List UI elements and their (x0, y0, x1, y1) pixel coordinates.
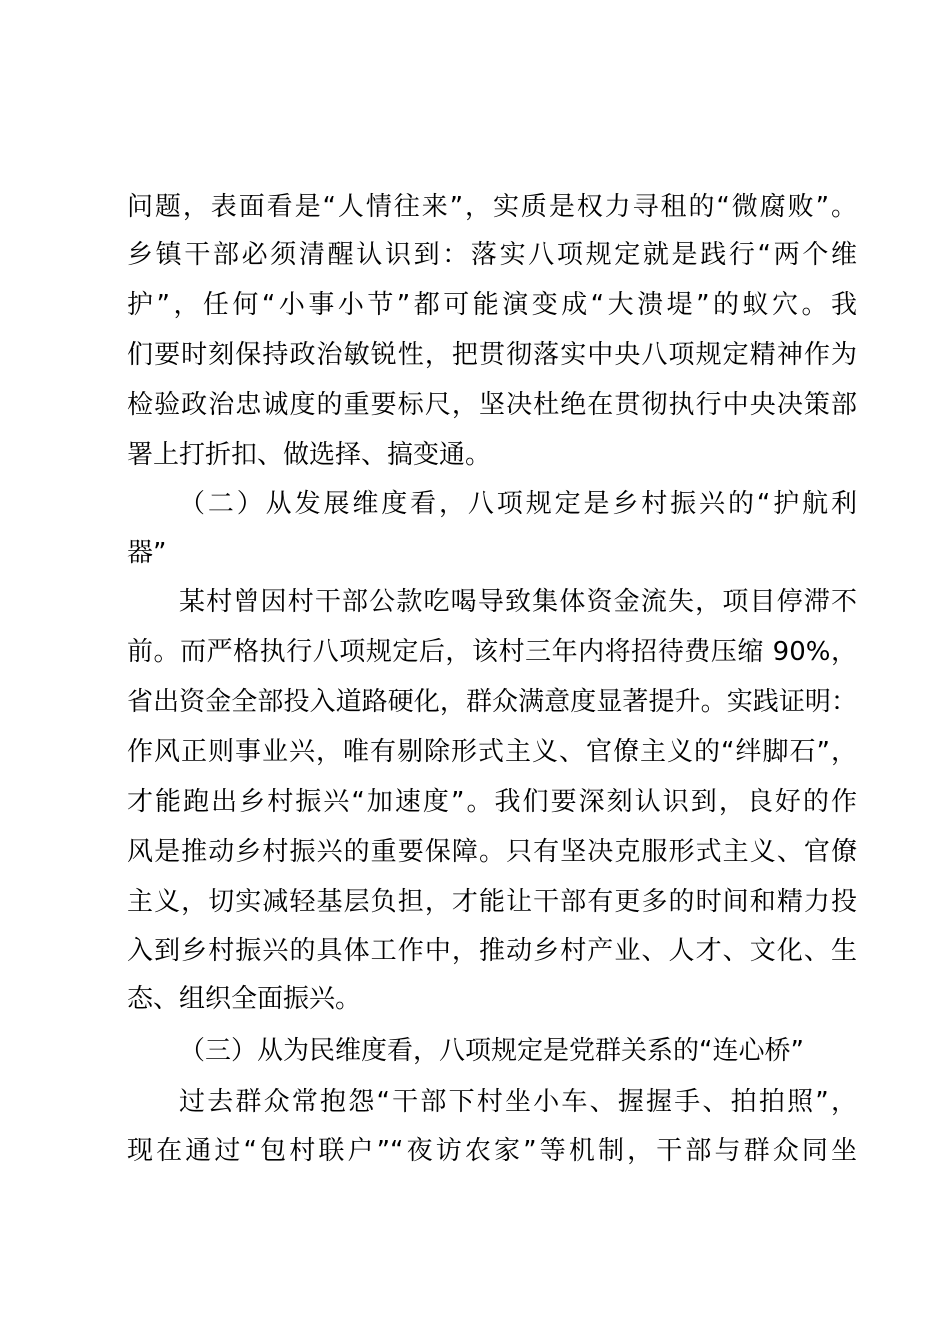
body-line: 某村曾因村干部公款吃喝导致集体资金流失，项目停滞不 (179, 587, 857, 617)
body-line: 过去群众常抱怨“干部下村坐小车、握握手、拍拍照”， (179, 1087, 857, 1117)
body-line: 检验政治忠诚度的重要标尺，坚决杜绝在贯彻执行中央决策部 (127, 390, 857, 420)
body-line: 现在通过“包村联户”“夜访农家”等机制，干部与群众同坐 (127, 1136, 857, 1166)
body-line: 主义，切实减轻基层负担，才能让干部有更多的时间和精力投 (127, 887, 857, 917)
body-line: 护”，任何“小事小节”都可能演变成“大溃堤”的蚁穴。我 (127, 290, 857, 320)
body-line: 才能跑出乡村振兴“加速度”。我们要深刻认识到，良好的作 (127, 787, 857, 817)
body-line: 乡镇干部必须清醒认识到：落实八项规定就是践行“两个维 (127, 240, 857, 270)
body-line: 风是推动乡村振兴的重要保障。只有坚决克服形式主义、官僚 (127, 837, 857, 867)
body-line: 作风正则事业兴，唯有剔除形式主义、官僚主义的“绊脚石”， (127, 737, 857, 767)
body-line: 们要时刻保持政治敏锐性，把贯彻落实中央八项规定精神作为 (127, 340, 857, 370)
body-line: 问题，表面看是“人情往来”，实质是权力寻租的“微腐败”。 (127, 192, 857, 222)
section-heading-2-cont: 器” (127, 538, 167, 568)
body-line: 入到乡村振兴的具体工作中，推动乡村产业、人才、文化、生 (127, 936, 857, 966)
section-heading-3: （三）从为民维度看，八项规定是党群关系的“连心桥” (179, 1036, 804, 1066)
body-line: 署上打折扣、做选择、搞变通。 (127, 440, 492, 470)
section-heading-2: （二）从发展维度看，八项规定是乡村振兴的“护航利 (179, 489, 857, 519)
body-line: 前。而严格执行八项规定后，该村三年内将招待费压缩 90%， (127, 637, 857, 667)
body-line: 省出资金全部投入道路硬化，群众满意度显著提升。实践证明： (127, 687, 857, 717)
body-line: 态、组织全面振兴。 (127, 984, 362, 1014)
